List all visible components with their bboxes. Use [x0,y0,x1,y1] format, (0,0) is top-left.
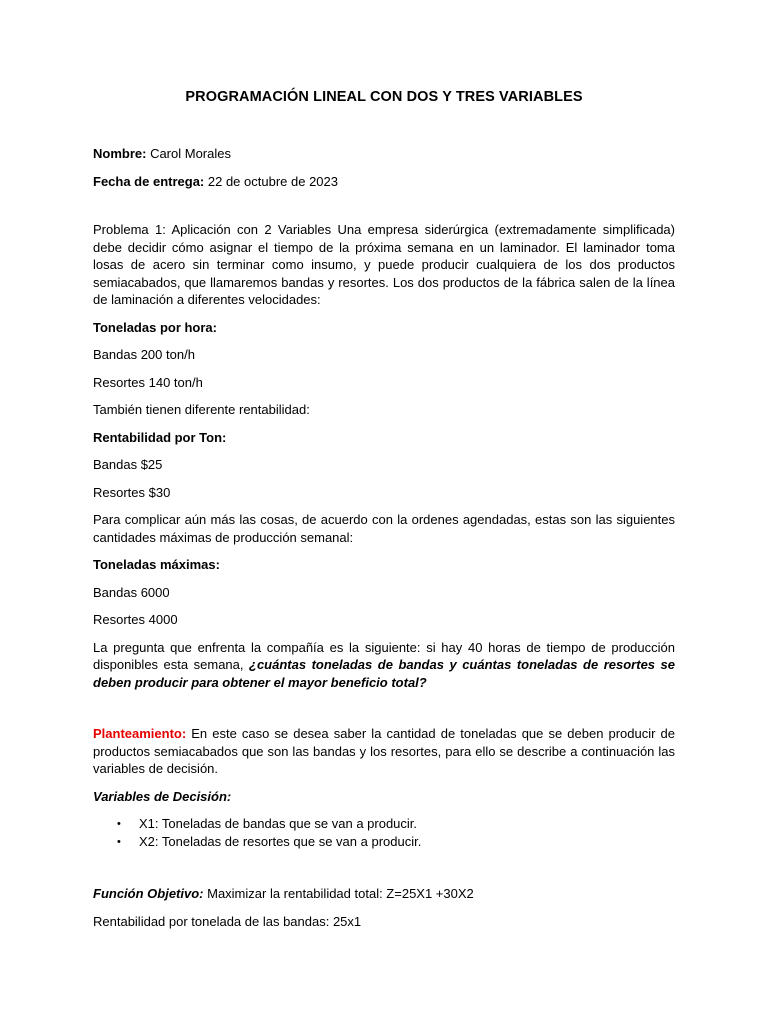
objective-note: Rentabilidad por tonelada de las bandas: 25x1 [93,913,362,929]
rent-heading-text: Rentabilidad por Ton: [93,429,227,445]
date-label: Fecha de entrega: [93,173,205,189]
tph-heading-text: Toneladas por hora: [93,319,217,335]
name-label: Nombre: [93,146,147,161]
max-heading-text: Toneladas máximas: [93,557,220,572]
rent-heading [93,429,675,447]
variables-heading [93,788,675,806]
name-line [93,145,675,163]
list-item [117,833,675,851]
rent-intro: También tienen diferente rentabilidad: [93,402,310,417]
question-plain: La pregunta que enfrenta la compañía es la siguiente: si hay 40 horas de tiempo de producción disponibles esta semana, [93,639,675,672]
objective-function [93,885,675,903]
name-value: Carol Morales [146,146,231,161]
list-item [117,815,675,833]
tph-bandas: Bandas 200 ton/h [93,347,195,362]
objective-label: Función Objetivo: [93,886,204,901]
planteamiento [93,725,675,778]
rent-bandas: Bandas $25 [93,457,163,472]
variable-x1: X1: Toneladas de bandas que se van a producir. [139,816,418,831]
tph-resortes: Resortes 140 ton/h [93,374,203,390]
bullet-icon: • [117,836,121,848]
objective-text: Maximizar la rentabilidad total: Z=25X1 +30X2 [203,886,474,901]
max-resortes: Resortes 4000 [93,612,178,627]
date-line [93,173,675,191]
max-heading [93,556,675,574]
max-bandas: Bandas 6000 [93,584,170,600]
document-title: PROGRAMACIÓN LINEAL CON DOS Y TRES VARIABLES [185,89,583,105]
variable-x2: X2: Toneladas de resortes que se van a producir. [139,834,422,849]
planteamiento-label: Planteamiento: [93,726,187,741]
tph-heading [93,319,675,337]
variables-heading-text: Variables de Decisión: [93,788,232,804]
max-intro: Para complicar aún más las cosas, de acuerdo con la ordenes agendadas, estas son las siguientes cantidades máximas de producción semanal: [93,512,675,545]
planteamiento-text: En este caso se desea saber la cantidad de toneladas que se deben producir de productos semiacabados que son las bandas y los resortes, para ello se describe a continuación las variables de decisión. [93,726,675,776]
problem-question [93,639,675,692]
problem-intro: Problema 1: Aplicación con 2 Variables Una empresa siderúrgica (extremadamente simplificada) debe decidir cómo asignar el tiempo de la próxima semana en un laminador. El laminador toma losas de acero sin terminar como insumo, y puede producir cualquiera de los dos productos semiacabados, que llamaremos bandas y resortes. Los dos productos de la fábrica salen de la línea de laminación a diferentes velocidades: [93,222,675,307]
date-value: 22 de octubre de 2023 [204,173,338,189]
question-emphasis: ¿cuántas toneladas de bandas y cuántas toneladas de resortes se deben producir para obtener el mayor beneficio total? [93,657,675,690]
bullet-icon: • [117,818,121,830]
variables-list [93,815,675,851]
rent-resortes: Resortes $30 [93,484,171,500]
